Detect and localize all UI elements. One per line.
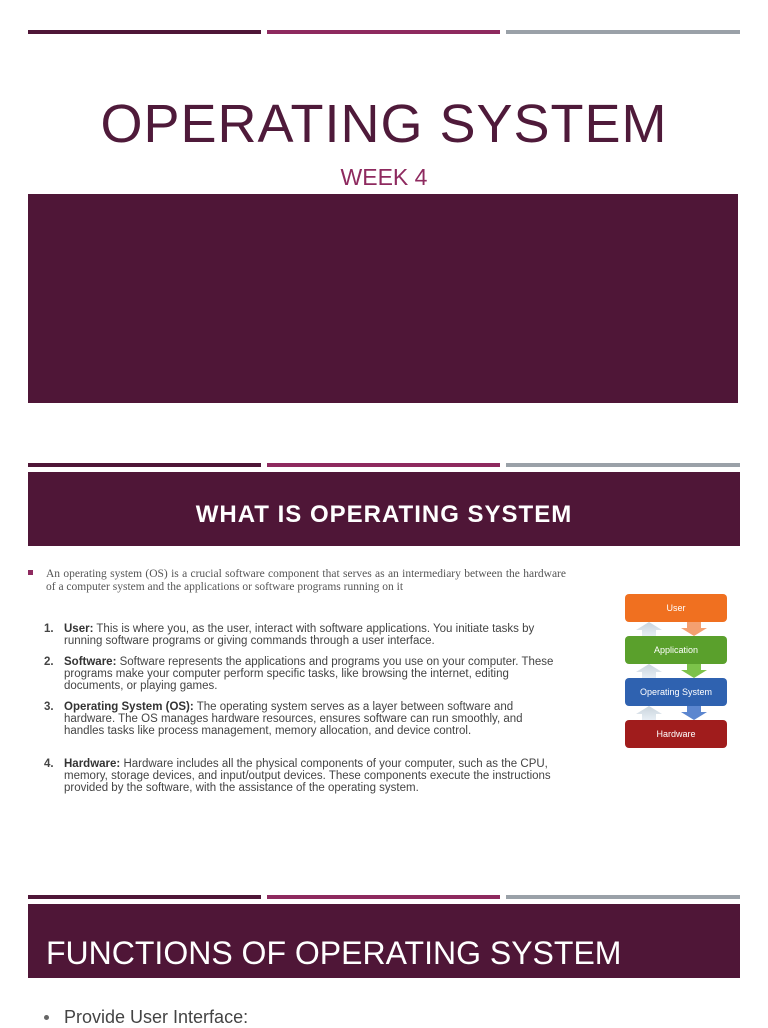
layer-operating-system: Operating System bbox=[625, 678, 727, 706]
intro-text: An operating system (OS) is a crucial software component that serves as an intermediary between the hardware of a computer system and the applications or software programs running on it bbox=[46, 568, 566, 593]
accent-bar-plum bbox=[267, 463, 500, 467]
layer-hardware: Hardware bbox=[625, 720, 727, 748]
slide-subtitle: WEEK 4 bbox=[340, 164, 428, 190]
square-bullet-icon bbox=[28, 570, 33, 575]
list-number: 1. bbox=[44, 623, 54, 635]
bullet-item bbox=[44, 1006, 248, 1028]
list-text: Hardware includes all the physical components of your computer, such as the CPU, memory, storage devices, and input/output devices. These components execute the instructions provided by the software, with the assistance of the operating system. bbox=[64, 758, 551, 795]
slide-header bbox=[28, 904, 740, 978]
list-term: User: bbox=[64, 623, 94, 635]
slide-title: FUNCTIONS OF OPERATING SYSTEM bbox=[46, 935, 622, 971]
title-color-block bbox=[28, 194, 738, 403]
list-item bbox=[44, 758, 564, 795]
list-item bbox=[44, 656, 564, 693]
slide-title: OPERATING SYSTEM bbox=[100, 94, 668, 154]
list-term: Software: bbox=[64, 656, 117, 668]
list-term: Hardware: bbox=[64, 758, 121, 770]
accent-bar-gray bbox=[506, 463, 740, 467]
accent-bar-maroon bbox=[28, 463, 261, 467]
layer-application: Application bbox=[625, 636, 727, 664]
slide-header bbox=[28, 472, 740, 546]
accent-bar-gray bbox=[506, 30, 740, 34]
list-term: Operating System (OS): bbox=[64, 701, 194, 713]
slide-title: WHAT IS OPERATING SYSTEM bbox=[195, 501, 573, 528]
list-number: 2. bbox=[44, 656, 54, 668]
list-text: Software represents the applications and programs you use on your computer. These programs make your computer perform specific tasks, like browsing the internet, editing documents, or playing games. bbox=[64, 656, 554, 693]
bullet-dot-icon bbox=[44, 1015, 49, 1020]
list-number: 4. bbox=[44, 758, 54, 770]
accent-bar-plum bbox=[267, 30, 500, 34]
list-number: 3. bbox=[44, 701, 54, 713]
bullet-text: Provide User Interface: bbox=[64, 1007, 249, 1027]
list-item bbox=[44, 701, 564, 738]
list-text: This is where you, as the user, interact with software applications. You initiate tasks by running software programs or giving commands through a user interface. bbox=[64, 623, 535, 648]
layer-user: User bbox=[625, 594, 727, 622]
accent-bar-maroon bbox=[28, 895, 261, 899]
accent-bar-plum bbox=[267, 895, 500, 899]
intro-paragraph bbox=[46, 568, 566, 593]
accent-bar-gray bbox=[506, 895, 740, 899]
list-item bbox=[44, 623, 564, 648]
list-text: The operating system serves as a layer between software and hardware. The OS manages hardware resources, ensures software can run smoothly, and handles tasks like process management, memory allocation, and device control. bbox=[64, 701, 523, 738]
accent-bar-maroon bbox=[28, 30, 261, 34]
